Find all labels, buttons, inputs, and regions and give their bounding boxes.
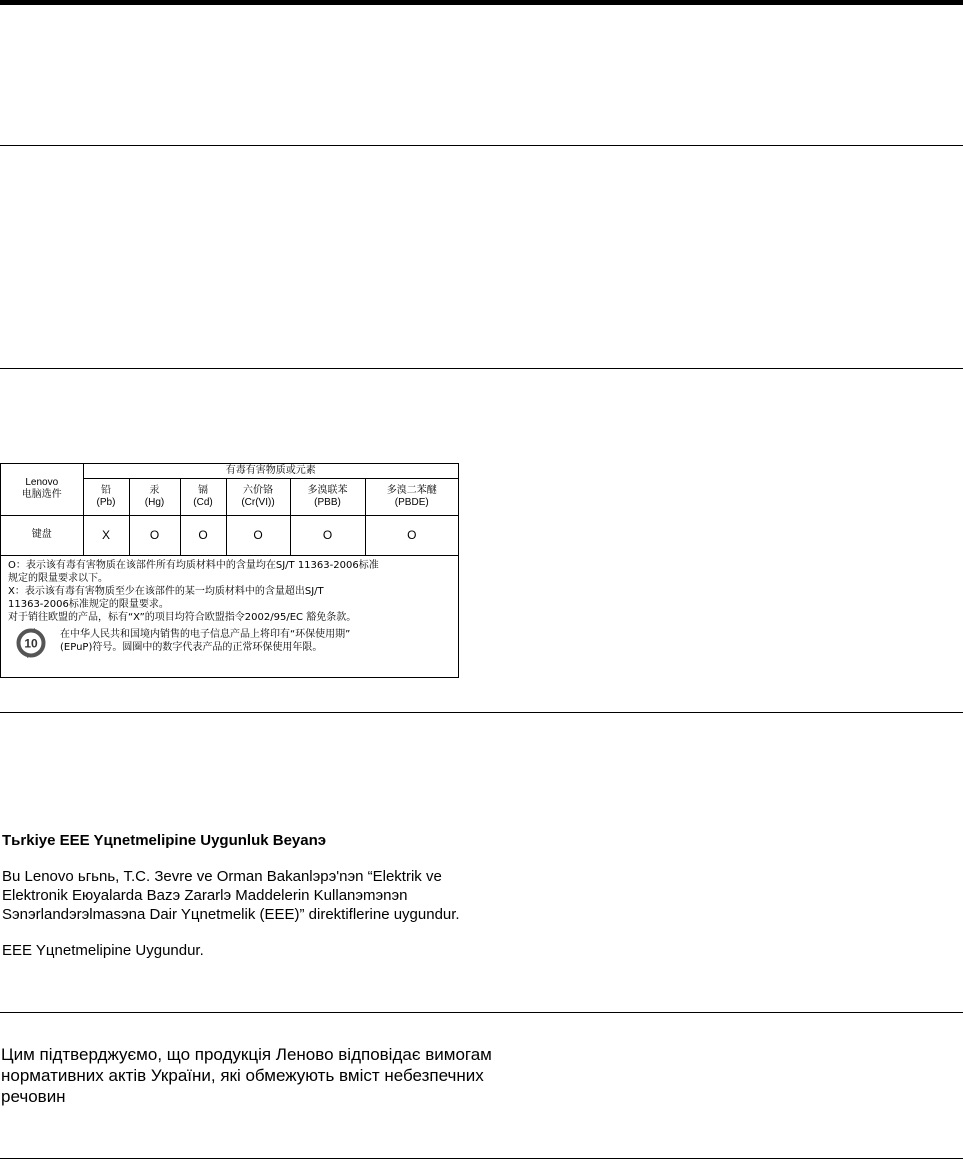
epup-note: 10 在中华人民共和国境内销售的电子信息产品上将印有“环保使用期” (EPuP)符号。圆圈中的数字代表产品的正常环保使用年限。 <box>8 628 452 658</box>
turkish-title: Tьrkiye EEE Yцnetmelipine Uygunluk Beyanэ <box>2 832 327 849</box>
rohs-table <box>0 463 459 678</box>
section-divider-1 <box>0 145 963 146</box>
section-divider-5 <box>0 1158 963 1159</box>
component-header: Lenovo 电脑选件 <box>1 464 83 515</box>
substance-header: 汞 (Hg) <box>129 478 180 515</box>
rohs-notes: O：表示该有毒有害物质在该部件所有均质材料中的含量均在SJ/T 11363-2006标准 规定的限量要求以下。 X：表示该有毒有害物质至少在该部件的某一均质材料中的含量超出SJ/T 11363-2006标准规定的限量要求。 对于销往欧盟的产品，标有“X”的项目均符合欧盟指令2002/95/EC 豁免条款。 10 在中华人民共和国境内销售的电子信息产品上将印有“环保使用期” (EPuP)符号。圆圈中的数字代表产品的正常环保使用年限。 <box>1 556 458 658</box>
value-cell: O <box>290 515 365 555</box>
top-rule <box>0 0 963 5</box>
value-cell: O <box>365 515 458 555</box>
epup-number: 10 <box>24 636 38 650</box>
value-cell: O <box>180 515 226 555</box>
substances-header: 有毒有害物质或元素 <box>83 464 458 478</box>
ukrainian-declaration: Цим підтверджуємо, що продукція Леново відповідає вимогам нормативних актів України, які обмежують вміст небезпечних речовин <box>1 1045 492 1106</box>
turkish-compliance: EEE Yцnetmelipine Uygundur. <box>2 942 204 959</box>
epup-recycle-icon <box>16 628 46 658</box>
turkish-declaration <box>2 831 562 960</box>
substance-header: 多溴二苯醚 (PBDE) <box>365 478 458 515</box>
substance-header: 铅 (Pb) <box>83 478 129 515</box>
substance-header: 六价铬 (Cr(VI)) <box>226 478 290 515</box>
section-divider-3 <box>0 712 963 713</box>
table-row <box>1 515 458 555</box>
substance-header: 多溴联苯 (PBB) <box>290 478 365 515</box>
value-cell: O <box>129 515 180 555</box>
component-cell: 键盘 <box>1 515 83 555</box>
substance-header: 镉 (Cd) <box>180 478 226 515</box>
value-cell: O <box>226 515 290 555</box>
value-cell: X <box>83 515 129 555</box>
section-divider-4 <box>0 1012 963 1013</box>
turkish-statement: Bu Lenovo ьгьnь, T.C. Зevre ve Orman Bakanlэрэ'nэn “Elektrik ve Elektronik Eюyalarda Bazэ Zararlэ Maddelerin Kullanэmэnэn Sэnэrlandэrэlmasэna Dair Yцnetmelik (EEE)” direktiflerine uygundur. <box>2 868 460 923</box>
section-divider-2 <box>0 368 963 369</box>
